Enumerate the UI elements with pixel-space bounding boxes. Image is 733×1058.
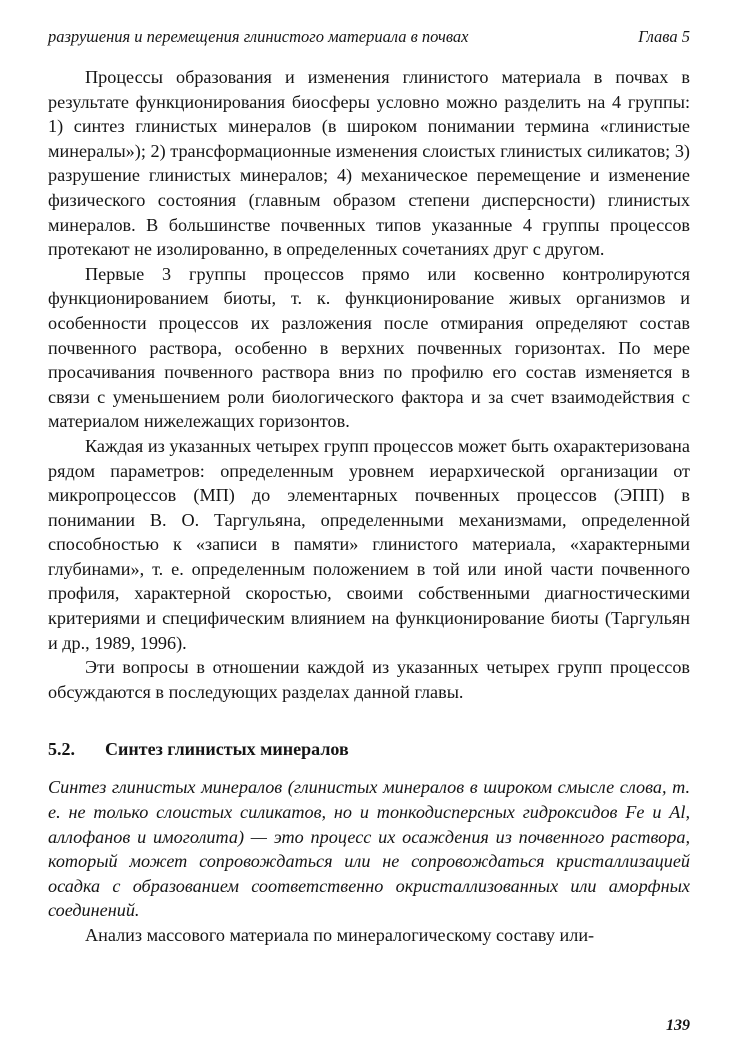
document-page bbox=[48, 26, 690, 1036]
body-text bbox=[48, 65, 690, 704]
running-title: разрушения и перемещения глинистого материала в почвах bbox=[48, 27, 469, 46]
section-number: 5.2. bbox=[48, 739, 75, 760]
page-number: 139 bbox=[666, 1017, 690, 1034]
running-header bbox=[48, 26, 690, 48]
chapter-label: Глава 5 bbox=[638, 27, 690, 46]
paragraph-2: Первые 3 группы процессов прямо или косвенно контролируются функционированием биоты, т. к. функционирование живых организмов и особенности процессов их разложения после отмирания определяют состав почвенного раствора, особенно в верхних почвенных горизонтах. По мере просачивания почвенного раствора вниз по профилю его состав изменяется в связи с уменьшением роли биологического фактора и за счет взаимодействия с материалом нижележащих горизонтов. bbox=[48, 263, 690, 432]
continuation-line: Анализ массового материала по минералогическому составу или- bbox=[85, 925, 595, 945]
paragraph-3: Каждая из указанных четырех групп процессов может быть охарактеризована рядом параметров: определенным уровнем иерархической организации от микропроцессов (МП) до элементарных почвенных процессов (ЭПП) в понимании В. О. Таргульяна, определенными механизмами, определенной способностью к «записи в памяти» глинистого материала, «характерными глубинами», т. е. определенным положением в той или иной части почвенного профиля, характерной скоростью, своими собственными диагностическими критериями и специфическим влиянием на функционирование биоты (Таргульян и др., 1989, 1996). bbox=[48, 435, 690, 653]
paragraph-1: Процессы образования и изменения глинистого материала в почвах в результате функционирования биосферы условно можно разделить на 4 группы: 1) синтез глинистых минералов (в широком понимании термина «глинистые минералы»); 2) трансформационные изменения слоистых глинистых силикатов; 3) разрушение глинистых минералов; 4) механическое перемещение и изменение физического состояния (главным образом степени дисперсности) глинистых минералов. В большинстве почвенных типов указанные 4 группы процессов протекают не изолированно, в определенных сочетаниях друг с другом. bbox=[48, 67, 690, 260]
section-title: Синтез глинистых минералов bbox=[105, 739, 349, 760]
continuation-block bbox=[48, 923, 690, 948]
section-heading bbox=[48, 737, 690, 761]
paragraph-4: Эти вопросы в отношении каждой из указанных четырех групп процессов обсуждаются в последующих разделах данной главы. bbox=[48, 657, 690, 702]
definition-text: Синтез глинистых минералов (глинистых минералов в широком смысле слова, т. е. не только слоистых силикатов, но и тонкодисперсных гидроксидов Fe и Al, аллофанов и имоголита) — это процесс их осаждения из почвенного раствора, который может сопровождаться или не сопровождаться кристаллизацией осадка с образованием соответственно окристаллизованных или аморфных соединений. bbox=[48, 777, 690, 921]
definition-block bbox=[48, 775, 690, 923]
